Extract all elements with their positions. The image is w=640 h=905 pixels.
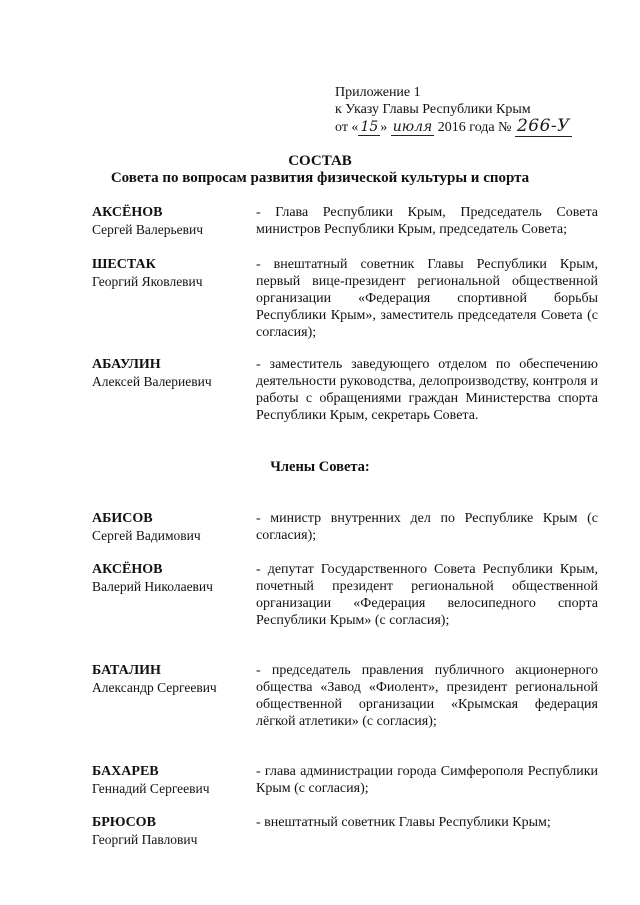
appendix-date-line xyxy=(335,118,605,136)
person-given-name: Георгий Яковлевич xyxy=(92,274,203,289)
person-name xyxy=(92,510,252,544)
person-given-name: Валерий Николаевич xyxy=(92,579,213,594)
person-surname: АКСЁНОВ xyxy=(92,562,163,577)
person-role: - председатель правления публичного акционерного общества «Завод «Фиолент», президент региональной общественной организации «Крымская федерация лёгкой атлетики» (с согласия); xyxy=(256,663,598,729)
person-role: - депутат Государственного Совета Республики Крым, почетный президент региональной общественной организации «Федерация велосипедного спорта Республики Крым» (с согласия); xyxy=(256,562,598,628)
appendix-block xyxy=(335,84,605,136)
person-surname: АКСЁНОВ xyxy=(92,205,163,220)
doc-number-handwritten: 266-У xyxy=(516,116,570,136)
person-given-name: Геннадий Сергеевич xyxy=(92,781,210,796)
person-name xyxy=(92,204,252,238)
person-name xyxy=(92,561,252,595)
person-surname: БРЮСОВ xyxy=(92,815,156,830)
appendix-line-1: Приложение 1 xyxy=(335,85,421,100)
person-given-name: Сергей Вадимович xyxy=(92,528,201,543)
person-surname: АБИСОВ xyxy=(92,511,153,526)
person-given-name: Георгий Павлович xyxy=(92,832,198,847)
person-name xyxy=(92,814,252,848)
person-name xyxy=(92,763,252,797)
date-day-handwritten: 15 xyxy=(360,119,379,135)
person-role: - глава администрации города Симферополя Республики Крым (с согласия); xyxy=(256,764,598,796)
appendix-line-2: к Указу Главы Республики Крым xyxy=(335,102,531,117)
person-role: - заместитель заведующего отделом по обеспечению деятельности руководства, делопроизводству, контроля и работы с обращениями граждан Министерства спорта Республики Крым, секретарь Совета. xyxy=(256,357,598,423)
person-given-name: Алексей Валериевич xyxy=(92,374,212,389)
members-heading: Члены Совета: xyxy=(270,459,370,475)
person-given-name: Александр Сергеевич xyxy=(92,680,217,695)
document-subtitle: Совета по вопросам развития физической культуры и спорта xyxy=(110,170,530,186)
person-name xyxy=(92,256,252,290)
person-role: - министр внутренних дел по Республике Крым (с согласия); xyxy=(256,511,598,543)
person-surname: БАХАРЕВ xyxy=(92,764,159,779)
person-given-name: Сергей Валерьевич xyxy=(92,222,203,237)
person-role: - внештатный советник Главы Республики Крым; xyxy=(256,815,551,830)
date-month-handwritten: июля xyxy=(392,119,433,135)
person-name xyxy=(92,356,252,390)
document-title: СОСТАВ xyxy=(288,153,352,169)
date-prefix: от « xyxy=(335,120,359,135)
date-year-text: 2016 года № xyxy=(437,120,512,135)
person-surname: ШЕСТАК xyxy=(92,257,156,272)
date-mid: » xyxy=(380,120,388,135)
person-name xyxy=(92,662,252,696)
person-surname: АБАУЛИН xyxy=(92,357,161,372)
person-role: - Глава Республики Крым, Председатель Совета министров Республики Крым, председатель Совета; xyxy=(256,205,598,237)
person-surname: БАТАЛИН xyxy=(92,663,161,678)
person-role: - внештатный советник Главы Республики Крым, первый вице-президент региональной общественной организации «Федерация спортивной борьбы Республики Крым», заместитель председателя Совета (с согласия); xyxy=(256,257,598,340)
